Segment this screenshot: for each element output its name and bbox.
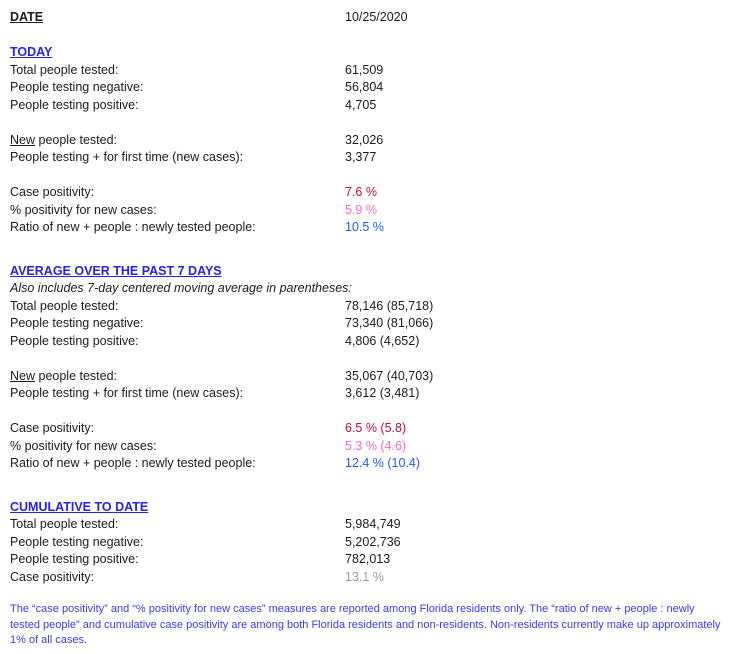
- stat-label-rest: people tested:: [35, 368, 118, 383]
- stat-label: Total people tested:: [10, 62, 119, 77]
- section-title: TODAY: [10, 45, 53, 59]
- stat-label: People testing positive:: [10, 97, 139, 112]
- stat-label: Total people tested:: [10, 517, 119, 531]
- date-label: DATE: [10, 10, 44, 24]
- section-7day-average: [10, 263, 725, 473]
- row-new-cases: [10, 385, 725, 403]
- row-ratio-new-positive: [10, 219, 725, 237]
- date-value: 10/25/2020: [345, 10, 408, 24]
- stat-value: 32,026: [345, 132, 384, 147]
- row-people-testing-positive: [10, 97, 725, 115]
- stat-label: [10, 368, 345, 386]
- spacer: [10, 403, 725, 421]
- row-total-people-tested: [10, 62, 725, 80]
- row-pct-positivity-new-cases: [10, 202, 725, 220]
- row-pct-positivity-new-cases: [10, 438, 725, 456]
- spacer: [10, 167, 725, 185]
- row-case-positivity: [10, 184, 725, 202]
- section-title: AVERAGE OVER THE PAST 7 DAYS: [10, 263, 222, 278]
- stat-value: 35,067 (40,703): [345, 368, 434, 383]
- row-case-positivity: [10, 420, 725, 438]
- stat-label-rest: people tested:: [35, 132, 118, 147]
- section-subtitle: Also includes 7-day centered moving average in parentheses:: [10, 281, 352, 295]
- stat-label: Case positivity:: [10, 185, 95, 199]
- stat-label-underlined-part: New: [10, 368, 36, 383]
- row-ratio-new-positive: [10, 455, 725, 473]
- stat-label: % positivity for new cases:: [10, 202, 157, 217]
- stat-label: People testing positive:: [10, 552, 139, 566]
- stat-value: 3,612 (3,481): [345, 386, 420, 400]
- row-people-testing-positive: [10, 551, 725, 569]
- stat-value: 782,013: [345, 552, 391, 566]
- stat-label: [10, 132, 345, 150]
- spacer: [10, 473, 725, 499]
- stat-value: 4,806 (4,652): [345, 333, 420, 348]
- stat-value: 6.5 % (5.8): [345, 421, 407, 435]
- spacer: [10, 27, 725, 45]
- row-new-cases: [10, 149, 725, 167]
- stat-label: Ratio of new + people : newly tested people:: [10, 220, 256, 234]
- stat-value: 10.5 %: [345, 220, 384, 234]
- stat-value: 5,984,749: [345, 517, 401, 531]
- spacer: [10, 350, 725, 368]
- section-today: [10, 44, 725, 237]
- stat-value: 12.4 % (10.4): [345, 456, 421, 470]
- stat-value: 61,509: [345, 62, 384, 77]
- row-people-testing-positive: [10, 333, 725, 351]
- stat-value: 5,202,736: [345, 534, 401, 549]
- stat-value: 56,804: [345, 80, 384, 94]
- stat-value: 78,146 (85,718): [345, 298, 434, 313]
- stat-label: Total people tested:: [10, 298, 119, 313]
- stat-label-underlined-part: New: [10, 132, 36, 147]
- stat-label: People testing negative:: [10, 534, 144, 549]
- spacer: [10, 586, 725, 602]
- stat-label: People testing + for first time (new cases):: [10, 150, 244, 164]
- footnote: The “case positivity” and “% positivity for new cases” measures are reported among Florida residents only. The “ratio of new + people : newly tested people” and cumulative case positivity are among both Florida residents and non-residents. Non-residents currently make up approximately 1% of all cases.: [10, 603, 721, 646]
- stat-value: 5.9 %: [345, 202, 377, 217]
- row-total-people-tested: [10, 516, 725, 534]
- spacer: [10, 114, 725, 132]
- section-cumulative: [10, 499, 725, 587]
- date-row: [10, 9, 725, 27]
- stat-value: 3,377: [345, 150, 377, 164]
- row-case-positivity: [10, 569, 725, 587]
- stat-label: Case positivity:: [10, 421, 95, 435]
- row-new-people-tested: [10, 368, 725, 386]
- stat-label: People testing negative:: [10, 80, 144, 94]
- spacer: [10, 237, 725, 263]
- stat-label: People testing positive:: [10, 333, 139, 348]
- row-new-people-tested: [10, 132, 725, 150]
- stat-value: 4,705: [345, 97, 377, 112]
- stat-label: People testing negative:: [10, 316, 144, 330]
- row-people-testing-negative: [10, 79, 725, 97]
- row-total-people-tested: [10, 298, 725, 316]
- row-people-testing-negative: [10, 534, 725, 552]
- stat-value: 7.6 %: [345, 185, 377, 199]
- stat-value: 13.1 %: [345, 569, 384, 584]
- stat-label: Ratio of new + people : newly tested people:: [10, 456, 256, 470]
- row-people-testing-negative: [10, 315, 725, 333]
- stat-value: 5.3 % (4.6): [345, 438, 407, 453]
- stat-label: % positivity for new cases:: [10, 438, 157, 453]
- stat-label: People testing + for first time (new cases):: [10, 386, 244, 400]
- stat-value: 73,340 (81,066): [345, 316, 434, 330]
- stat-label: Case positivity:: [10, 569, 95, 584]
- section-title: CUMULATIVE TO DATE: [10, 499, 149, 514]
